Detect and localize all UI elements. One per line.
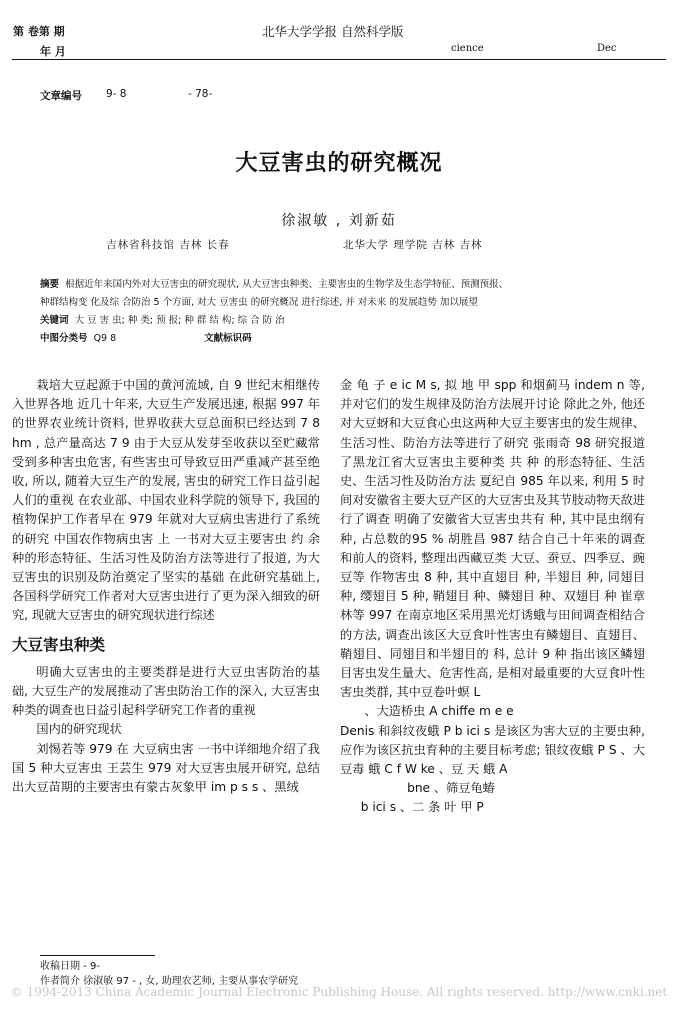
section-heading-soybean-pest-species: 大豆害虫种类 xyxy=(12,635,106,654)
classification-label: 中图分类号 xyxy=(40,333,88,344)
species-paragraph: 明确大豆害虫的主要类群是进行大豆虫害防治的基础, 大豆生产的发展推动了害虫防治工作的深入, 大豆害虫种类的调查也日益引起科学研究工作者的重视 xyxy=(12,664,320,718)
article-title: 大豆害虫的研究概况 xyxy=(235,151,443,176)
affiliation-1: 吉林省科技馆 吉林 长春 xyxy=(106,239,230,251)
article-number-value-2: - 78- xyxy=(188,88,213,100)
right-paragraph-1e: b ici s 、二 条 叶 甲 P xyxy=(360,800,484,815)
affiliation-2: 北华大学 理学院 吉林 吉林 xyxy=(343,239,483,251)
right-paragraph-1c: Denis 和斜纹夜蛾 P b ici s 是该区为害大豆的主要虫种, 应作为该区抗虫育种的主要目标考虑; 银纹夜蛾 P S 、大豆毒 蛾 C f W ke 、豆 天 蛾 A xyxy=(340,723,645,777)
abstract-line-2: 种群结构变 化及综 合防治 5 个方面, 对大 豆害虫 的研究概况 进行综述, 并 对未来 的发展趋势 加以展望 xyxy=(40,297,478,308)
subsection-heading-domestic: 国内的研究现状 xyxy=(36,722,122,737)
author-names: 徐淑敏 , 刘新茹 xyxy=(281,213,397,229)
keywords-value: 大 豆 害 虫; 种 类; 预 报; 种 群 结 构; 综 合 防 治 xyxy=(74,315,285,326)
abstract-block xyxy=(40,276,645,348)
journal-english-fragment: cience xyxy=(451,43,484,54)
domestic-paragraph: 刘惕若等 979 在 大豆病虫害 一书中详细地介绍了我国 5 种大豆害虫 王芸生 979 对大豆害虫展开研究, 总结出大豆苗期的主要害虫有蒙古灰象甲 im p s s 、黑绒 xyxy=(12,741,320,795)
year-month: 年 月 xyxy=(40,45,66,58)
author-bio: 作者简介 徐淑敏 97 - , 女, 助理农艺师, 主要从事农学研究 xyxy=(40,976,299,987)
intro-paragraph: 栽培大豆起源于中国的黄河流域, 自 9 世纪末相继传入世界各地 近几十年来, 大豆生产发展迅速, 根据 997 年的世界农业统计资料, 世界收获大豆总面积已经达到 7 8 hm , 总产量高达 7 9 由于大豆从发芽至收获以至贮藏常受到多种害虫危害, 有些害虫可导致豆田严重减产甚至绝收, 所以, 随着大豆生产的发展, 害虫的研究工作日益引起人们的重视 在农业部、中国农业科学院的领导下, 我国的植物保护工作者早在 979 年就对大豆病虫害进行了系统的研究 中国农作物病虫害 上 一书对大豆主要害虫 约 余种的形态特征、生活习性及防治方法等进行了报道, 为大豆害虫的识别及防治奠定了坚实的基础 在此研究基础上, 各国科学研究工作者对大豆害虫进行了更为深入细致的研究, 现就大豆害虫的研究现状进行综述 xyxy=(12,378,320,623)
journal-name: 北华大学学报 自然科学版 xyxy=(262,24,404,39)
abstract-line-1: 根据近年来国内外对大豆害虫的研究现状, 从大豆害虫种类、主要害虫的生物学及生态学特征、预测预报、 xyxy=(65,279,509,290)
right-column xyxy=(340,376,645,818)
keywords-label: 关键词 xyxy=(40,315,69,326)
article-number-value-1: 9- 8 xyxy=(106,88,127,100)
right-paragraph-1: 金 龟 子 e ic M s, 拟 地 甲 spp 和烟蓟马 indem n 等, 并对它们的发生规律及防治方法展开讨论 除此之外, 他还对大豆蚜和大豆食心虫这两种大豆主要害虫的发生规律、生活习性、防治方法等进行了研究 张雨奇 98 研究报道了黑龙江省大豆害虫主要种类 共 种 的形态特征、生活史、生活习性及防治方法 夏纪自 985 年以来, 利用 5 时间对安徽省主要大豆产区的大豆害虫及其节肢动物天敌进行了调查 明确了安徽省大豆害虫共有 种, 其中昆虫纲有 种, 占总数的95 % 胡胜昌 987 结合自己十年来的调查和前人的资料, 整理出西藏豆类 大豆、蚕豆、四季豆、豌豆等 作物害虫 8 种, 其中直翅目 种, 半翅目 种, 同翅目 种, 缨翅目 5 种, 鞘翅目 种、鳞翅目 种、双翅目 种 崔章林等 997 在南京地区采用黑光灯诱蛾与田间调查相结合的方法, 调查出该区大豆食叶性害虫有鳞翅目、直翅目、鞘翅目、同翅目和半翅目的 科, 总计 9 种 指出该区鳞翅目害虫发生量大、危害性高, 是相对最重要的大豆食叶性害虫类群, 其中豆卷叶螟 L xyxy=(340,378,645,700)
abstract-label: 摘要 xyxy=(40,279,60,290)
classification-value: Q9 8 xyxy=(93,333,117,344)
journal-english-month: Dec xyxy=(597,43,617,54)
received-date: 收稿日期 - 9- xyxy=(40,961,100,972)
document-code-label: 文献标识码 xyxy=(204,333,252,344)
footnote-separator xyxy=(40,955,155,956)
copyright-watermark: © 1994-2013 China Academic Journal Electronic Publishing House. All rights reserved. http://www.cnki.net xyxy=(10,985,668,999)
header-rule xyxy=(12,59,666,60)
volume-issue: 第 卷第 期 xyxy=(13,25,65,38)
right-paragraph-1d: bne 、筛豆龟蝽 xyxy=(407,781,495,796)
right-paragraph-1b: 、大造桥虫 A chiffe m e e xyxy=(364,704,514,719)
article-number-label: 文章编号 xyxy=(40,90,82,102)
left-column xyxy=(12,376,320,797)
